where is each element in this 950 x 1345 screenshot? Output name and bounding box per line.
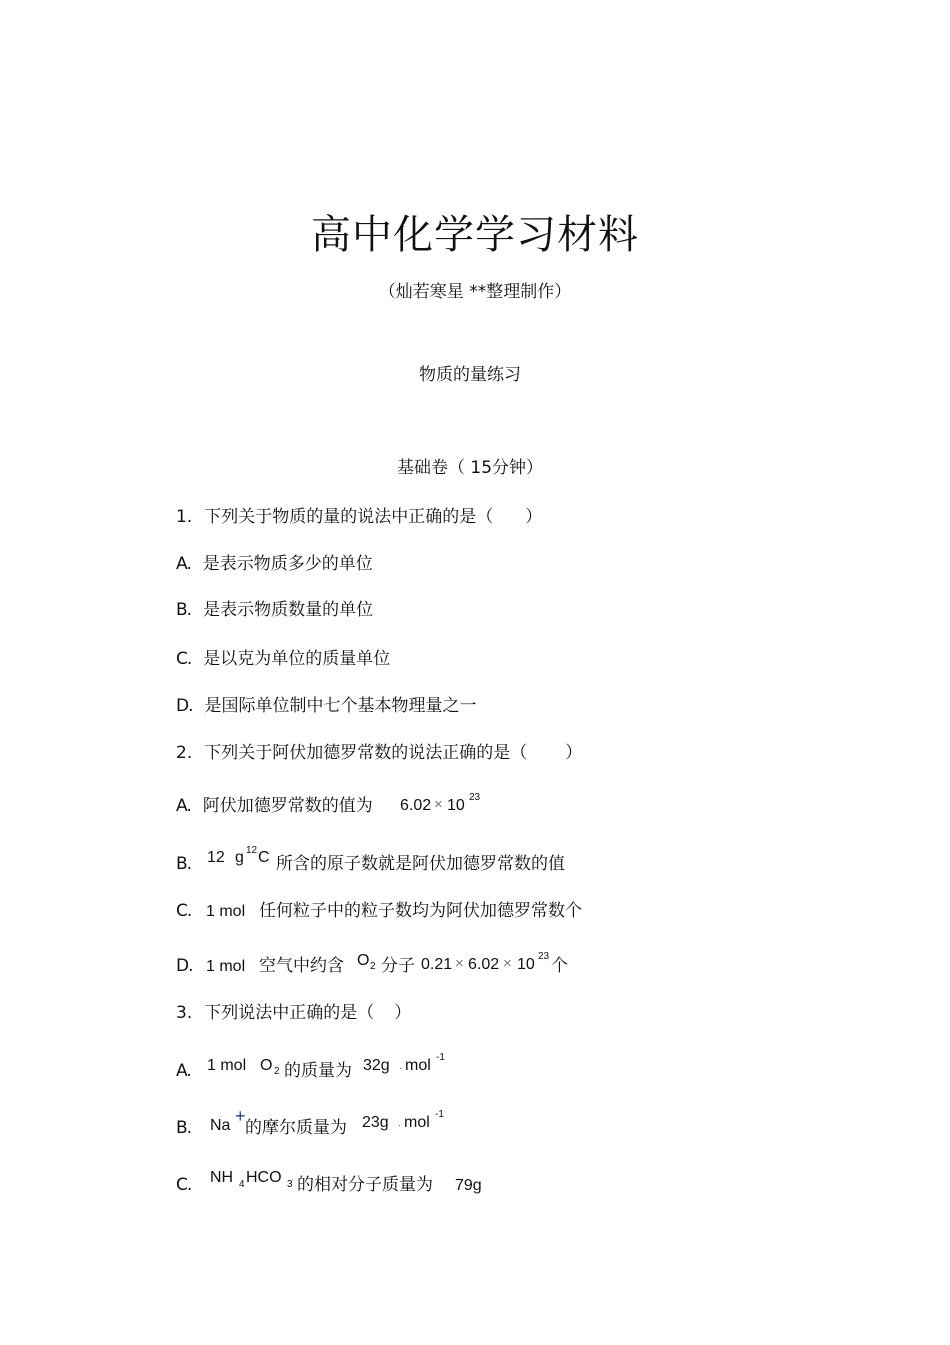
question-3 [176,1005,411,1022]
molar-mass-value: 32g [363,1057,390,1074]
option-text: 是国际单位制中七个基本物理量之一 [204,696,477,716]
unit-mol: mol [404,1114,430,1131]
mass-value: 12 [207,849,225,866]
option-text: 是表示物质数量的单位 [203,600,374,620]
value-base: 10 [447,797,465,814]
mass-unit: g [235,849,244,866]
option-label: A. [176,554,191,574]
option-text: 所含的原子数就是阿伏加德罗常数的值 [276,854,565,874]
document-title: 高中化学学习材料 [311,212,639,258]
option-text: 的质量为 [284,1061,352,1081]
question-stem: 下列关于物质的量的说法中正确的是（ [204,507,494,527]
option-text: 的相对分子质量为 [297,1175,433,1195]
formula-part-bicarbonate: HCO [246,1169,282,1186]
formula-subscript: 2 [274,1066,280,1077]
document-subtitle: （灿若寒星 **整理制作） [378,282,572,302]
exponent: -1 [436,1052,445,1063]
value-base: 10 [517,956,535,973]
exponent: -1 [435,1109,444,1120]
molar-mass-value: 23g [362,1114,389,1131]
question-1 [176,509,542,526]
option-text: 的摩尔质量为 [245,1118,347,1138]
value-avogadro: 6.02 [400,797,432,814]
q3-option-b-label: B. [176,1118,192,1138]
relative-mass-value: 79g [455,1177,482,1194]
exponent: 23 [469,792,481,803]
section-title: 物质的量练习 [419,365,521,385]
amount-value: 1 mol [207,1057,247,1074]
q2-option-a [176,798,373,815]
middle-dot: · [399,1063,403,1074]
amount-value: 1 mol [206,958,246,975]
option-label: A. [176,796,191,816]
question-close-paren: ） [394,1003,412,1023]
amount-value: 1 mol [206,903,246,920]
unit-mol: mol [405,1057,431,1074]
option-label: B. [176,600,192,620]
question-number: 1. [176,507,193,527]
q2-option-d-label: D. [176,956,193,976]
q1-option-b [176,602,373,619]
q1-option-a [176,556,373,573]
formula-subscript: 4 [239,1179,245,1190]
option-text: 是以克为单位的质量单位 [203,649,391,669]
question-close-paren: ） [565,743,583,763]
fraction-value: 0.21 [421,956,453,973]
option-text: 分子 [381,956,415,976]
question-number: 2. [176,743,193,763]
times-sign: × [503,955,512,972]
q3-option-a-label: A. [176,1061,191,1081]
question-stem: 下列关于阿伏加德罗常数的说法正确的是（ [204,743,528,763]
middle-dot: · [398,1120,402,1131]
times-sign: × [455,955,464,972]
times-sign: × [434,796,443,813]
q2-option-b-label: B. [176,854,192,874]
exponent: 23 [538,951,550,962]
formula-part-ammonium: NH [210,1169,234,1186]
part-title: 基础卷（ 15分钟） [396,458,544,478]
option-text: 任何粒子中的粒子数均为阿伏加德罗常数个 [259,901,582,921]
q1-option-d [176,698,477,715]
option-text: 空气中约含 [259,956,344,976]
value-avogadro: 6.02 [468,956,500,973]
question-2 [176,745,582,762]
ion-symbol: Na [210,1117,231,1134]
q2-option-c-label: C. [176,901,192,921]
question-close-paren: ） [525,507,543,527]
question-stem: 下列说法中正确的是（ [204,1003,375,1023]
q3-option-c-label: C. [176,1175,192,1195]
option-label: C. [176,649,192,669]
formula-subscript: 3 [287,1179,293,1190]
option-text: 个 [551,956,568,976]
option-text: 阿伏加德罗常数的值为 [202,796,373,816]
ion-charge: + [235,1106,246,1126]
isotope-mass-number: 12 [246,845,258,856]
q1-option-c [176,651,390,668]
option-label: D. [176,696,193,716]
question-number: 3. [176,1003,193,1023]
formula-element: O [357,952,370,969]
formula-subscript: 2 [370,961,376,972]
option-text: 是表示物质多少的单位 [202,554,373,574]
element-symbol: C [258,849,270,866]
formula-element: O [260,1057,273,1074]
